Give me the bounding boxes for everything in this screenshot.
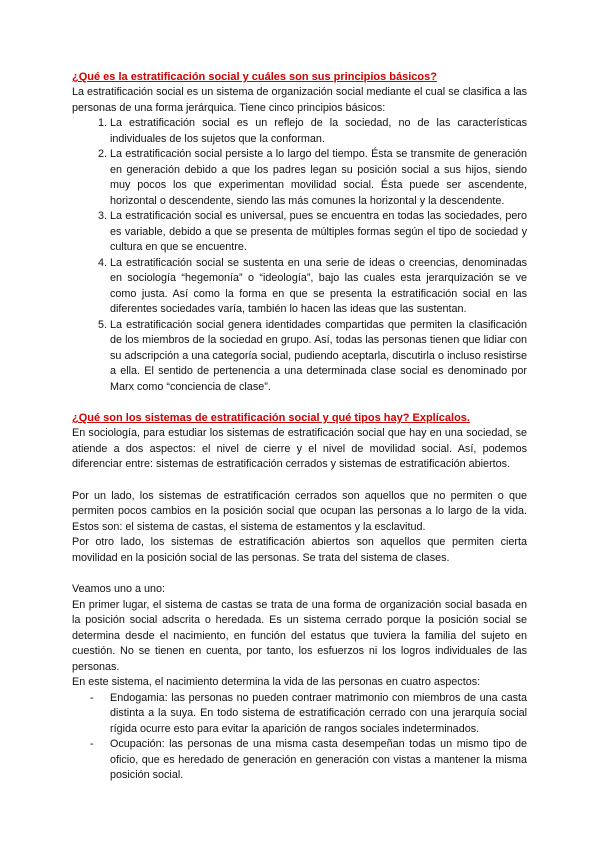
principle-item: 1. La estratificación social es un reflejo de la sociedad, no de las características individuales de los sujetos que la conforman. [110,116,527,147]
spacer [72,473,527,489]
principle-item: 2. La estratificación social persiste a lo largo del tiempo. Ésta se transmite de generación en generación debido a que los padres legan su posición social a sus hijos, siendo muy pocos los que experimentan movilidad social. Ésta puede ser ascendente, horizontal o descendente, siendo las más comunes la horizontal y la descendente. [110,147,527,209]
section2-heading: ¿Qué son los sistemas de estratificación social y qué tipos hay? Explícalos. [72,412,470,424]
section1-heading: ¿Qué es la estratificación social y cuáles son sus principios básicos? [72,71,437,83]
section2-paragraph-3: Por otro lado, los sistemas de estratificación abiertos son aquellos que permiten cierta movilidad en la posición social de las personas. Se trata del sistema de clases. [72,536,527,564]
aspect-item: - Ocupación: las personas de una misma casta desempeñan todas un mismo tipo de oficio, que es heredado de generación en generación con vistas a mantener la misma posición social. [110,737,527,784]
document-content [72,70,527,784]
principle-item: 4. La estratificación social se sustenta en una serie de ideas o creencias, denominadas en sociología “hegemonía” o “ideología”, bajo las cuales esta jerarquización se ve como justa. Así como la forma en que se presenta la estratificación social en las diferentes sociedades varía, también lo hacen las ideas que las sustentan. [110,256,527,318]
section2-paragraph-6: En este sistema, el nacimiento determina la vida de las personas en cuatro aspectos: [72,676,481,688]
spacer [72,395,527,411]
principle-item: 3. La estratificación social es universal, pues se encuentra en todas las sociedades, pero es variable, debido a que se presenta de múltiples formas según el tipo de sociedad y cultura en que se encuentre. [110,209,527,256]
principle-item: 5. La estratificación social genera identidades compartidas que permiten la clasificación de los miembros de la sociedad en grupo. Así, todas las personas tienen que lidiar con su adscripción a una categoría social, pudiendo aceptarla, discutirla o incluso resistirse a ella. El sentido de pertenencia a una determinada clase social es denominado por Marx como “conciencia de clase”. [110,318,527,396]
section2-paragraph-2: Por un lado, los sistemas de estratificación cerrados son aquellos que no permiten o que permiten pocos cambios en la posición social que ocupan las personas a lo largo de la vida. Estos son: el sistema de castas, el sistema de estamentos y la esclavitud. [72,489,527,533]
section2-paragraph-4: Veamos uno a uno: [72,583,166,595]
principles-list [72,116,527,395]
section1-intro: La estratificación social es un sistema de organización social mediante el cual se clasifica a las personas de una forma jerárquica. Tiene cinco principios básicos: [72,86,527,114]
section2-paragraph-5: En primer lugar, el sistema de castas se trata de una forma de organización social basada en la posición social adscrita o heredada. Es un sistema cerrado porque la posición social se determina desde el nacimiento, en función del estatus que tuviera la familia del sujeto en cuestión. No se tienen en cuenta, por tanto, los esfuerzos ni los logros individuales de las personas. [72,598,527,673]
section2-paragraph-1: En sociología, para estudiar los sistemas de estratificación social que hay en una sociedad, se atiende a dos aspectos: el nivel de cierre y el nivel de movilidad social. Así, podemos diferenciar entre: sistemas de estratificación cerrados y sistemas de estratificación abiertos. [72,427,527,470]
aspects-list [72,691,527,784]
spacer [72,566,527,582]
aspect-item: - Endogamia: las personas no pueden contraer matrimonio con miembros de una casta distinta a la suya. En todo sistema de estratificación cerrado con una jerarquía social rígida ocurre esto para evitar la aparición de rangos sociales indeterminados. [110,691,527,738]
